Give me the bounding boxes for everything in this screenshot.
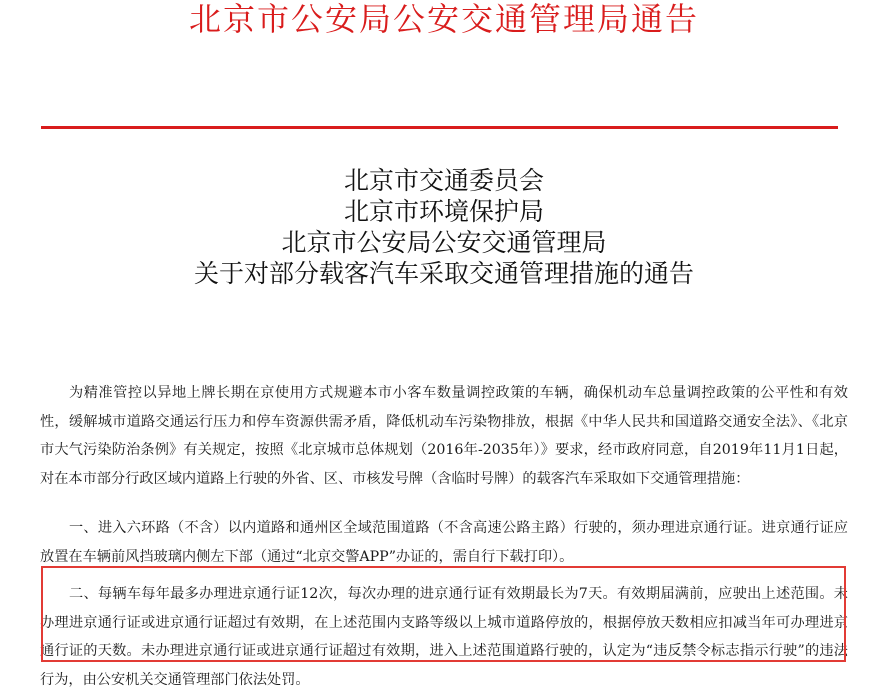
issuer-line: 北京市公安局公安交通管理局 [281,228,607,257]
notice-header-title: 北京市公安局公安交通管理局通告 [188,0,699,38]
header-divider [41,126,838,129]
measure-paragraph-2: 二、每辆车每年最多办理进京通行证12次，每次办理的进京通行证有效期最长为7天。有效期届满前，应驶出上述范围。未办理进京通行证或进京通行证超过有效期，在上述范围内支路等级以上城市道路停放的，根据停放天数相应扣减当年可办理进京通行证的天数。未办理进京通行证或进京通行证超过有效期，进入上述范围道路行驶的，认定为“违反禁令标志指示行驶”的违法行为，由公安机关交通管理部门依法处罚。 [40,586,848,688]
notice-title: 关于对部分载客汽车采取交通管理措施的通告 [193,259,694,288]
notice-title-block [0,165,888,289]
measure-paragraph-1: 一、进入六环路（不含）以内道路和通州区全域范围道路（不含高速公路主路）行驶的，须办理进京通行证。进京通行证应放置在车辆前风挡玻璃内侧左下部（通过“北京交警APP”办证的，需自行下载打印）。 [40,520,848,565]
issuer-line: 北京市环境保护局 [343,197,544,226]
intro-paragraph: 为精准管控以异地上牌长期在京使用方式规避本市小客车数量调控政策的车辆，确保机动车总量调控政策的公平性和有效性，缓解城市道路交通运行压力和停车资源供需矛盾，降低机动车污染物排放，根据《中华人民共和国道路交通安全法》、《北京市大气污染防治条例》有关规定，按照《北京城市总体规划（2016年-2035年）》要求，经市政府同意，自2019年11月1日起，对在本市部分行政区域内道路上行驶的外省、区、市核发号牌（含临时号牌）的载客汽车采取如下交通管理措施： [40,385,848,487]
issuer-line: 北京市交通委员会 [343,166,544,195]
